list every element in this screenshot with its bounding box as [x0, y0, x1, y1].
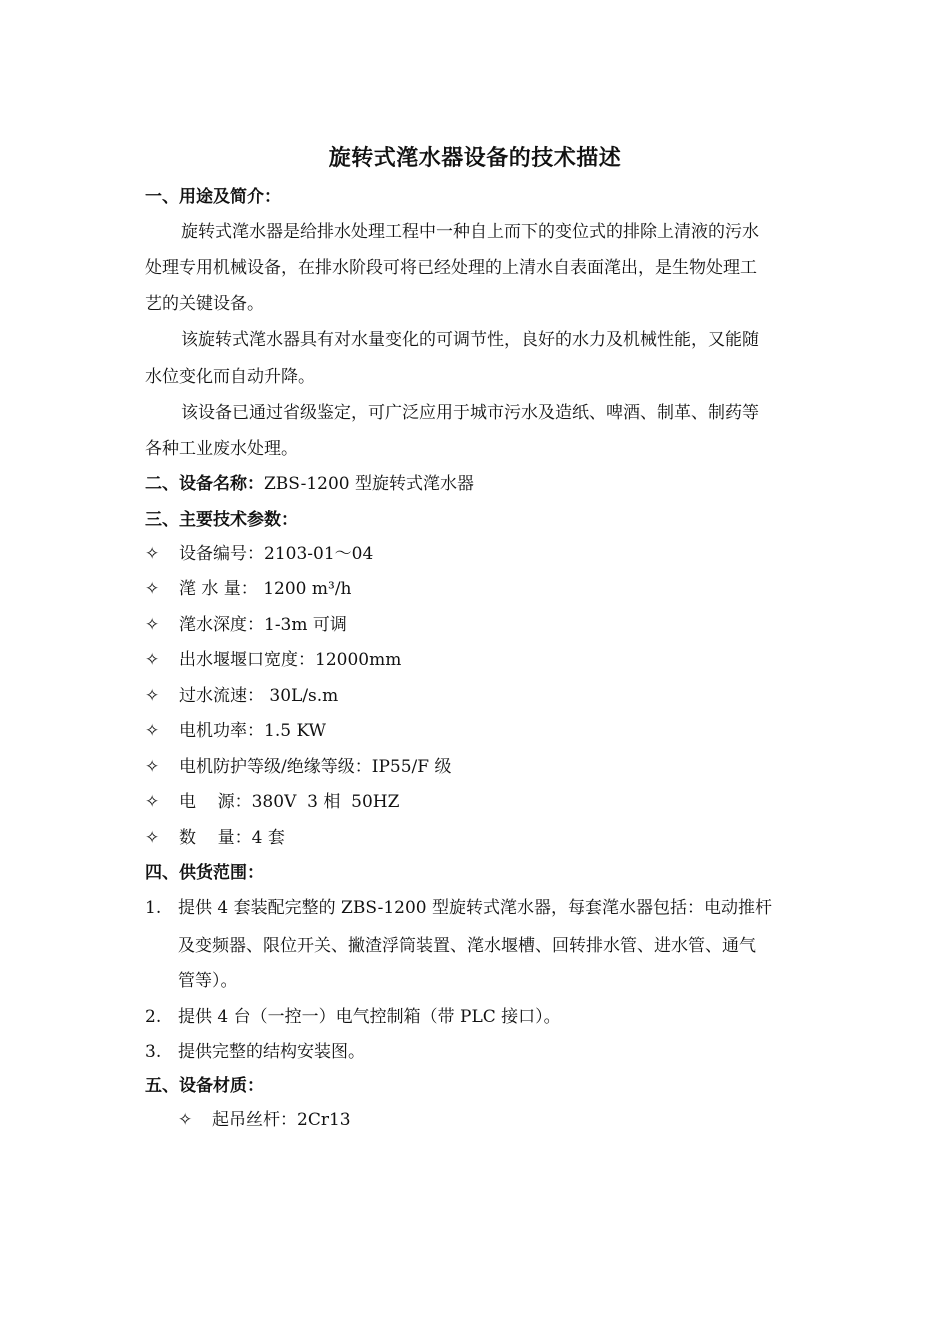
param-text: 滗水深度：1-3m 可调 — [179, 615, 347, 635]
material-item — [178, 1105, 351, 1130]
bullet-diamond-icon: ✧ — [145, 686, 160, 706]
param-item — [145, 610, 347, 635]
param-item — [145, 574, 352, 599]
document-title: 旋转式滗水器设备的技术描述 — [328, 146, 622, 171]
section-2-heading-label: 二、设备名称： — [145, 474, 264, 494]
supply-item-2 — [145, 1002, 561, 1027]
bullet-diamond-icon: ✧ — [145, 721, 160, 741]
param-item — [145, 681, 338, 706]
bullet-diamond-icon: ✧ — [145, 615, 160, 635]
param-item — [145, 716, 326, 741]
param-text: 电 源：380V 3 相 50HZ — [179, 792, 400, 812]
bullet-diamond-icon: ✧ — [145, 650, 160, 670]
paragraph-2-line-1: 该旋转式滗水器具有对水量变化的可调节性，良好的水力及机械性能，又能随 — [181, 330, 759, 350]
bullet-diamond-icon: ✧ — [145, 544, 160, 564]
item-number: 1. — [145, 898, 162, 918]
paragraph-2-line-2: 水位变化而自动升降。 — [145, 367, 315, 387]
item-text: 提供 4 台（一控一）电气控制箱（带 PLC 接口）。 — [178, 1007, 561, 1027]
bullet-diamond-icon: ✧ — [145, 792, 160, 812]
bullet-diamond-icon: ✧ — [145, 828, 160, 848]
item-number: 3. — [145, 1042, 162, 1062]
paragraph-1-line-2: 处理专用机械设备，在排水阶段可将已经处理的上清水自表面滗出，是生物处理工 — [145, 258, 757, 278]
paragraph-1-line-1: 旋转式滗水器是给排水处理工程中一种自上而下的变位式的排除上清液的污水 — [181, 222, 759, 242]
bullet-diamond-icon: ✧ — [178, 1110, 193, 1130]
param-text: 电机防护等级/绝缘等级：IP55/F 级 — [179, 757, 452, 777]
paragraph-3-line-2: 各种工业废水处理。 — [145, 439, 298, 459]
paragraph-1-line-3: 艺的关键设备。 — [145, 294, 264, 314]
supply-item-1 — [145, 893, 772, 918]
item-number: 2. — [145, 1007, 162, 1027]
param-item — [145, 752, 451, 777]
section-3-heading: 三、主要技术参数： — [145, 510, 298, 530]
equipment-name-value: ZBS-1200 型旋转式滗水器 — [264, 474, 474, 494]
param-text: 数 量：4 套 — [179, 828, 285, 848]
bullet-diamond-icon: ✧ — [145, 579, 160, 599]
material-text: 起吊丝杆：2Cr13 — [212, 1110, 351, 1130]
param-text: 设备编号：2103-01～04 — [179, 544, 374, 564]
item-text: 提供 4 套装配完整的 ZBS-1200 型旋转式滗水器，每套滗水器包括：电动推杆 — [178, 898, 773, 918]
param-item — [145, 645, 401, 670]
item-text: 提供完整的结构安装图。 — [178, 1042, 365, 1062]
supply-item-1-line-3: 管等）。 — [178, 971, 238, 991]
paragraph-3-line-1: 该设备已通过省级鉴定，可广泛应用于城市污水及造纸、啤酒、制革、制药等 — [181, 403, 759, 423]
supply-item-3 — [145, 1037, 365, 1062]
bullet-diamond-icon: ✧ — [145, 757, 160, 777]
section-5-heading: 五、设备材质： — [145, 1076, 264, 1096]
section-4-heading: 四、供货范围： — [145, 863, 264, 883]
param-item — [145, 539, 373, 564]
param-text: 滗 水 量： 1200 m³/h — [179, 579, 352, 599]
param-item — [145, 787, 399, 812]
section-1-heading: 一、用途及简介： — [145, 187, 281, 207]
param-text: 电机功率：1.5 KW — [179, 721, 327, 741]
param-text: 过水流速： 30L/s.m — [179, 686, 339, 706]
param-text: 出水堰堰口宽度：12000mm — [179, 650, 402, 670]
param-item — [145, 823, 285, 848]
supply-item-1-line-2: 及变频器、限位开关、撇渣浮筒装置、滗水堰槽、回转排水管、进水管、通气 — [178, 936, 756, 956]
section-2-heading — [145, 469, 474, 494]
